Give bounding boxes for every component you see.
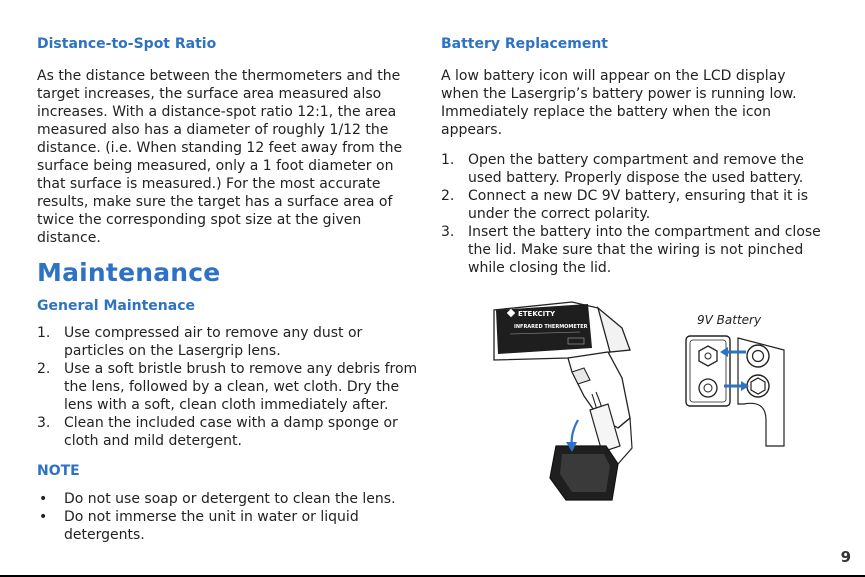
list-item [37,490,407,508]
snap-terminal-top [747,345,769,367]
general-maintenance-heading: General Maintenace [37,298,196,314]
battery-paragraph: A low battery icon will appear on the LCD display when the Lasergrip’s battery power is running low. Immediately replace the battery when the icon appears. [441,68,797,138]
thermometer-illustration [480,288,680,513]
list-item-text: Use a soft bristle brush to remove any debris from the lens, followed by a clean, wet cloth. Dry the lens with a soft, clean cloth immediately after. [64,361,418,413]
brand-label: ETEKCITY [518,310,556,318]
list-item [37,508,407,544]
battery-positive-terminal [699,379,717,397]
list-item [441,151,836,187]
maintenance-title: Maintenance [37,258,221,287]
battery-negative-terminal [699,346,717,366]
list-number: 1. [441,152,455,168]
note-heading: NOTE [37,463,80,479]
list-item-text: Connect a new DC 9V battery, ensuring that it is under the correct polarity. [468,188,809,222]
battery-connector-illustration [680,308,790,448]
list-item [37,360,422,414]
list-item-text: Do not immerse the unit in water or liquid detergents. [64,509,359,543]
battery-label: 9V Battery [697,313,762,327]
distance-heading: Distance-to-Spot Ratio [37,36,217,52]
page-number: 9 [840,548,851,566]
list-item-text: Insert the battery into the compartment and close the lid. Make sure that the wiring is not pinched while closing the lid. [468,224,821,276]
battery-replacement-heading: Battery Replacement [441,36,608,52]
list-item [37,324,422,360]
list-item [441,223,836,277]
list-number: 2. [441,188,455,204]
distance-paragraph: As the distance between the thermometers and the target increases, the surface area measured also increases. With a distance-spot ratio 12:1, the area measured also has a diameter of roughly 1/12 the distance. (i.e. When standing 12 feet away from the surface being measured, only a 1 foot diameter on that surface is measured.) For the most accurate results, make sure the target has a surface area of twice the corresponding spot size at the given distance. [37,68,403,246]
bullet-marker: • [39,491,48,507]
list-item-text: Use compressed air to remove any dust or particles on the Lasergrip lens. [64,325,363,359]
list-item [441,187,836,223]
bullet-marker: • [39,509,48,525]
list-item-text: Do not use soap or detergent to clean the lens. [64,491,396,507]
list-number: 2. [37,361,51,377]
list-item-text: Clean the included case with a damp sponge or cloth and mild detergent. [64,415,398,449]
note-list [37,490,407,544]
list-number: 3. [37,415,51,431]
list-number: 1. [37,325,51,341]
battery-steps-list [441,151,836,277]
product-label: INFRARED THERMOMETER [514,324,588,330]
general-maintenance-list [37,324,422,450]
list-item [37,414,422,450]
list-number: 3. [441,224,455,240]
list-item-text: Open the battery compartment and remove the used battery. Properly dispose the used battery. [468,152,804,186]
